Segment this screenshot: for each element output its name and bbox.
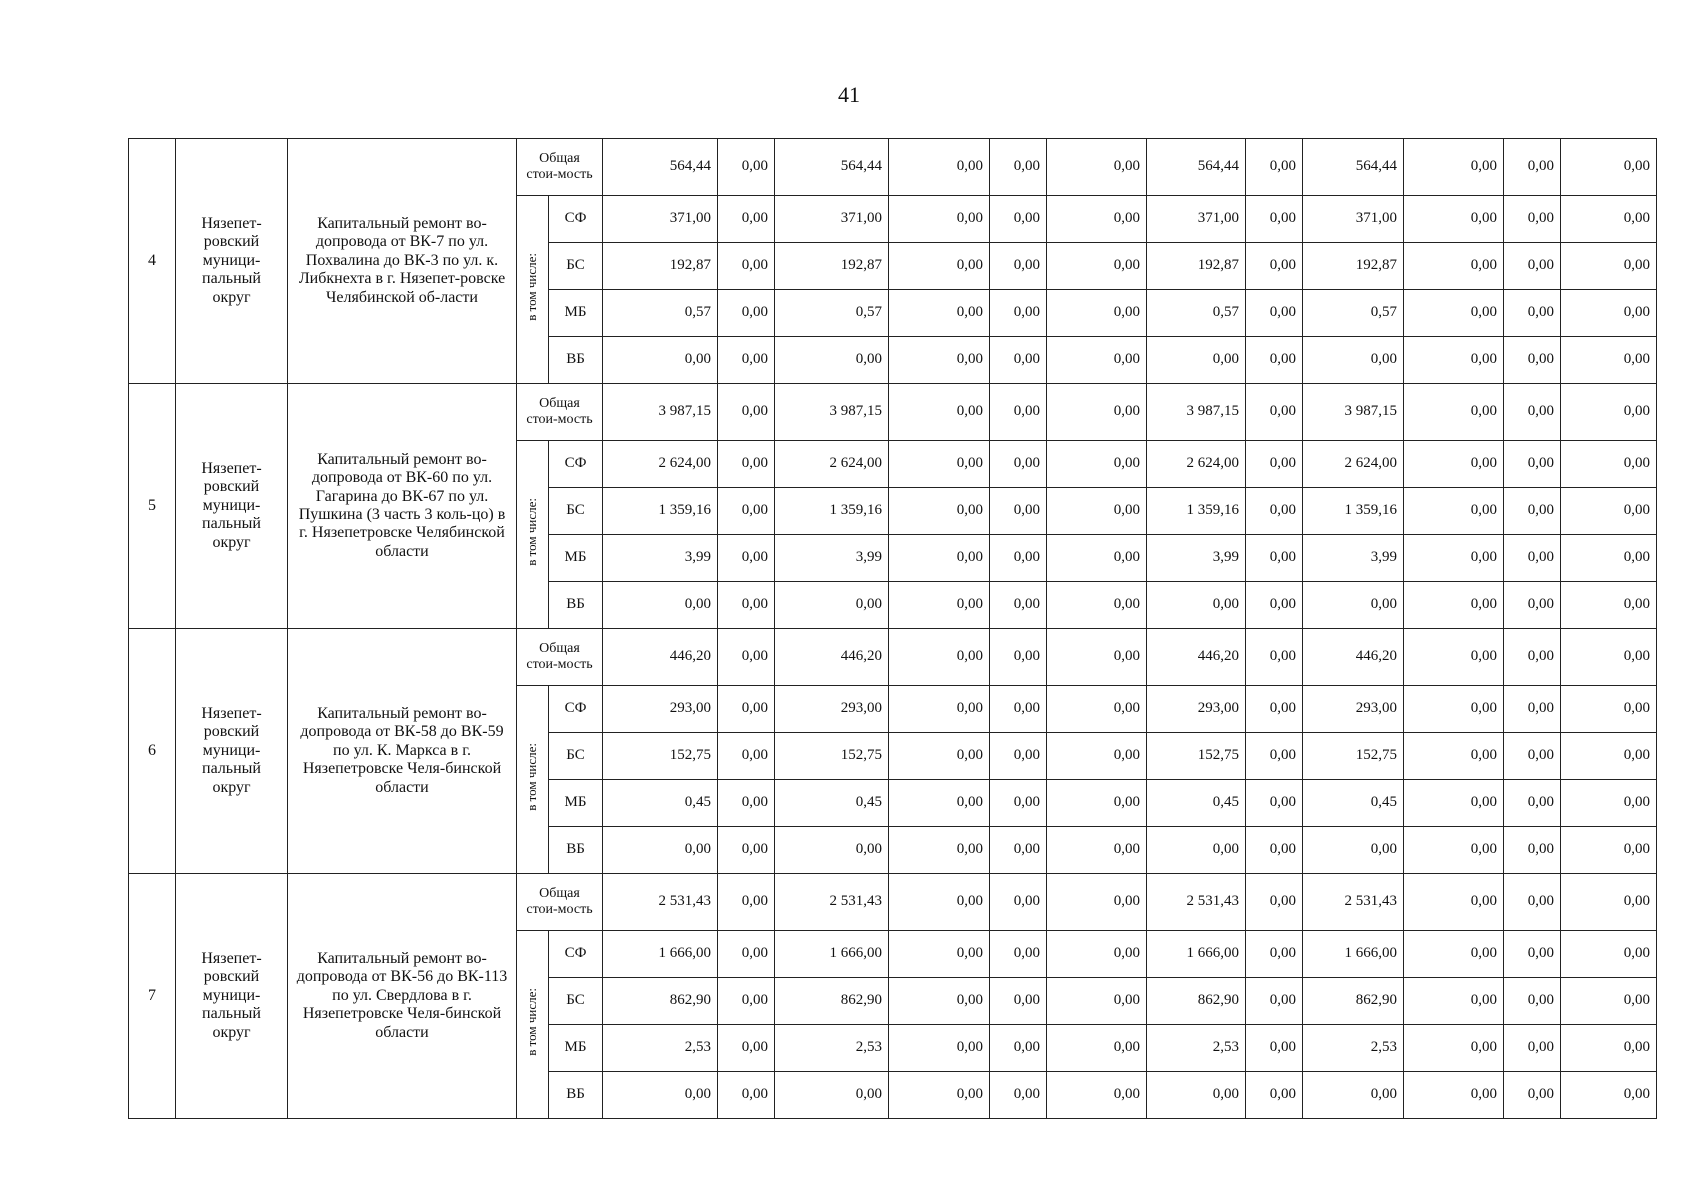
- value-cell: 0,00: [1404, 1072, 1504, 1119]
- value-cell: 293,00: [603, 686, 718, 733]
- value-cell: 3 987,15: [775, 384, 889, 441]
- funding-source-label: БС: [549, 243, 603, 290]
- value-cell: 2 624,00: [1303, 441, 1404, 488]
- value-cell: 0,00: [1504, 384, 1561, 441]
- value-cell: 0,00: [1561, 196, 1657, 243]
- total-cost-label: Общая стои-мость: [517, 384, 603, 441]
- value-cell: 0,00: [1504, 931, 1561, 978]
- value-cell: 0,00: [1404, 139, 1504, 196]
- value-cell: 1 359,16: [1147, 488, 1246, 535]
- value-cell: 3,99: [775, 535, 889, 582]
- value-cell: 0,00: [1047, 780, 1147, 827]
- value-cell: 564,44: [1147, 139, 1246, 196]
- value-cell: 0,00: [1561, 931, 1657, 978]
- value-cell: 0,00: [889, 1072, 990, 1119]
- value-cell: 0,00: [775, 827, 889, 874]
- value-cell: 0,00: [990, 827, 1047, 874]
- including-label-cell: [517, 931, 549, 1119]
- project-description: Капитальный ремонт во-допровода от ВК-7 по ул. Похвалина до ВК-3 по ул. к. Либкнехта в г. Нязепет-ровске Челябинской об-ласти: [288, 139, 517, 384]
- municipality-cell: Нязепет-ровский муници-пальный округ: [176, 139, 288, 384]
- value-cell: 0,00: [1246, 686, 1303, 733]
- value-cell: 0,00: [1561, 629, 1657, 686]
- value-cell: 371,00: [603, 196, 718, 243]
- value-cell: 0,00: [990, 441, 1047, 488]
- value-cell: 152,75: [603, 733, 718, 780]
- value-cell: 0,00: [603, 1072, 718, 1119]
- value-cell: 0,00: [1504, 733, 1561, 780]
- value-cell: 0,00: [1147, 827, 1246, 874]
- table-row-total: [129, 384, 1657, 441]
- funding-source-label: МБ: [549, 780, 603, 827]
- value-cell: 0,00: [1561, 874, 1657, 931]
- value-cell: 0,57: [1303, 290, 1404, 337]
- funding-source-label: БС: [549, 978, 603, 1025]
- project-description: Капитальный ремонт во-допровода от ВК-56 до ВК-113 по ул. Свердлова в г. Нязепетровске Челя-бинской области: [288, 874, 517, 1119]
- value-cell: 0,00: [1246, 1072, 1303, 1119]
- value-cell: 192,87: [1303, 243, 1404, 290]
- value-cell: 446,20: [775, 629, 889, 686]
- value-cell: 0,45: [603, 780, 718, 827]
- funding-source-label: ВБ: [549, 1072, 603, 1119]
- value-cell: 192,87: [1147, 243, 1246, 290]
- value-cell: 0,00: [990, 1025, 1047, 1072]
- funding-source-label: БС: [549, 488, 603, 535]
- value-cell: 0,00: [1504, 441, 1561, 488]
- value-cell: 0,00: [718, 139, 775, 196]
- value-cell: 0,45: [1303, 780, 1404, 827]
- value-cell: 0,00: [1246, 290, 1303, 337]
- value-cell: 0,00: [775, 337, 889, 384]
- value-cell: 0,00: [1246, 337, 1303, 384]
- row-index: 7: [129, 874, 176, 1119]
- value-cell: 0,00: [1047, 337, 1147, 384]
- value-cell: 3 987,15: [1303, 384, 1404, 441]
- value-cell: 0,00: [990, 629, 1047, 686]
- value-cell: 0,00: [1504, 139, 1561, 196]
- page-number: 41: [838, 82, 860, 107]
- value-cell: 0,00: [1404, 1025, 1504, 1072]
- value-cell: 152,75: [775, 733, 889, 780]
- value-cell: 0,00: [718, 874, 775, 931]
- funding-source-label: ВБ: [549, 337, 603, 384]
- value-cell: 0,00: [1504, 780, 1561, 827]
- value-cell: 0,00: [775, 582, 889, 629]
- value-cell: 293,00: [1303, 686, 1404, 733]
- value-cell: 0,00: [718, 827, 775, 874]
- value-cell: 0,00: [1404, 733, 1504, 780]
- value-cell: 2,53: [1303, 1025, 1404, 1072]
- value-cell: 0,00: [990, 243, 1047, 290]
- value-cell: 0,00: [889, 196, 990, 243]
- value-cell: 0,00: [1404, 337, 1504, 384]
- value-cell: 3,99: [1303, 535, 1404, 582]
- value-cell: 564,44: [775, 139, 889, 196]
- funding-source-label: МБ: [549, 535, 603, 582]
- value-cell: 0,00: [1504, 978, 1561, 1025]
- including-label-cell: [517, 441, 549, 629]
- value-cell: 0,00: [889, 931, 990, 978]
- value-cell: 0,00: [990, 874, 1047, 931]
- value-cell: 1 666,00: [1303, 931, 1404, 978]
- value-cell: 0,00: [1246, 196, 1303, 243]
- value-cell: 0,00: [889, 243, 990, 290]
- value-cell: 1 359,16: [603, 488, 718, 535]
- value-cell: 0,00: [1561, 290, 1657, 337]
- value-cell: 0,00: [889, 978, 990, 1025]
- value-cell: 0,00: [603, 337, 718, 384]
- value-cell: 0,00: [603, 827, 718, 874]
- value-cell: 2 624,00: [1147, 441, 1246, 488]
- total-cost-label: Общая стои-мость: [517, 874, 603, 931]
- value-cell: 1 359,16: [775, 488, 889, 535]
- value-cell: 862,90: [1303, 978, 1404, 1025]
- value-cell: 0,00: [1561, 582, 1657, 629]
- table-row-total: [129, 629, 1657, 686]
- including-label: в том числе:: [524, 987, 540, 1056]
- value-cell: 0,00: [1561, 488, 1657, 535]
- value-cell: 1 359,16: [1303, 488, 1404, 535]
- value-cell: 0,00: [1504, 629, 1561, 686]
- value-cell: 0,00: [1047, 384, 1147, 441]
- value-cell: 0,00: [1246, 243, 1303, 290]
- value-cell: 0,00: [1047, 196, 1147, 243]
- value-cell: 0,00: [1561, 535, 1657, 582]
- value-cell: 0,00: [1303, 337, 1404, 384]
- table-row-total: [129, 874, 1657, 931]
- value-cell: 0,00: [1504, 290, 1561, 337]
- funding-source-label: СФ: [549, 931, 603, 978]
- value-cell: 0,00: [1561, 441, 1657, 488]
- value-cell: 3,99: [603, 535, 718, 582]
- value-cell: 0,00: [718, 1072, 775, 1119]
- value-cell: 0,00: [889, 1025, 990, 1072]
- value-cell: 862,90: [603, 978, 718, 1025]
- value-cell: 3 987,15: [1147, 384, 1246, 441]
- value-cell: 2,53: [775, 1025, 889, 1072]
- value-cell: 0,00: [718, 384, 775, 441]
- value-cell: 0,00: [775, 1072, 889, 1119]
- value-cell: 0,00: [1504, 582, 1561, 629]
- value-cell: 0,00: [718, 733, 775, 780]
- value-cell: 0,00: [1047, 827, 1147, 874]
- value-cell: 2 531,43: [603, 874, 718, 931]
- value-cell: 2 531,43: [775, 874, 889, 931]
- value-cell: 0,00: [1047, 290, 1147, 337]
- value-cell: 0,00: [990, 337, 1047, 384]
- value-cell: 2 531,43: [1147, 874, 1246, 931]
- value-cell: 0,00: [990, 582, 1047, 629]
- value-cell: 0,00: [718, 535, 775, 582]
- value-cell: 0,00: [1561, 780, 1657, 827]
- value-cell: 0,00: [603, 582, 718, 629]
- value-cell: 0,00: [1147, 582, 1246, 629]
- value-cell: 0,00: [990, 1072, 1047, 1119]
- value-cell: 0,00: [1561, 827, 1657, 874]
- including-label: в том числе:: [524, 742, 540, 811]
- value-cell: 0,00: [718, 488, 775, 535]
- table-row-total: [129, 139, 1657, 196]
- value-cell: 0,00: [1404, 827, 1504, 874]
- value-cell: 0,00: [718, 337, 775, 384]
- value-cell: 0,00: [990, 686, 1047, 733]
- value-cell: 446,20: [603, 629, 718, 686]
- value-cell: 0,00: [1246, 441, 1303, 488]
- funding-source-label: МБ: [549, 1025, 603, 1072]
- value-cell: 0,00: [1404, 874, 1504, 931]
- value-cell: 0,00: [1047, 441, 1147, 488]
- value-cell: 0,00: [990, 733, 1047, 780]
- value-cell: 293,00: [1147, 686, 1246, 733]
- value-cell: 0,00: [1246, 874, 1303, 931]
- value-cell: 192,87: [775, 243, 889, 290]
- value-cell: 371,00: [1303, 196, 1404, 243]
- value-cell: 192,87: [603, 243, 718, 290]
- value-cell: 0,00: [1404, 488, 1504, 535]
- value-cell: 0,00: [1246, 139, 1303, 196]
- value-cell: 0,00: [1246, 535, 1303, 582]
- value-cell: 0,00: [990, 780, 1047, 827]
- value-cell: 0,00: [1047, 139, 1147, 196]
- value-cell: 0,00: [1246, 384, 1303, 441]
- value-cell: 0,00: [990, 535, 1047, 582]
- value-cell: 0,00: [1504, 874, 1561, 931]
- value-cell: 0,00: [1504, 243, 1561, 290]
- value-cell: 0,00: [718, 686, 775, 733]
- value-cell: 0,00: [718, 780, 775, 827]
- value-cell: 0,00: [1404, 290, 1504, 337]
- value-cell: 2 531,43: [1303, 874, 1404, 931]
- value-cell: 0,00: [718, 1025, 775, 1072]
- value-cell: 0,00: [1561, 139, 1657, 196]
- including-label: в том числе:: [524, 497, 540, 566]
- value-cell: 0,00: [1047, 582, 1147, 629]
- value-cell: 0,00: [718, 978, 775, 1025]
- value-cell: 1 666,00: [603, 931, 718, 978]
- value-cell: 0,00: [1303, 582, 1404, 629]
- value-cell: 564,44: [603, 139, 718, 196]
- value-cell: 0,00: [1404, 931, 1504, 978]
- value-cell: 0,45: [1147, 780, 1246, 827]
- value-cell: 0,00: [1246, 582, 1303, 629]
- value-cell: 371,00: [775, 196, 889, 243]
- value-cell: 0,00: [1404, 441, 1504, 488]
- funding-source-label: СФ: [549, 686, 603, 733]
- municipality-cell: Нязепет-ровский муници-пальный округ: [176, 629, 288, 874]
- value-cell: 0,00: [889, 337, 990, 384]
- value-cell: 0,00: [990, 139, 1047, 196]
- value-cell: 446,20: [1303, 629, 1404, 686]
- value-cell: 0,00: [1561, 243, 1657, 290]
- row-index: 4: [129, 139, 176, 384]
- total-cost-label: Общая стои-мость: [517, 629, 603, 686]
- value-cell: 0,00: [1404, 780, 1504, 827]
- value-cell: 0,00: [889, 441, 990, 488]
- value-cell: 862,90: [1147, 978, 1246, 1025]
- value-cell: 0,00: [889, 780, 990, 827]
- value-cell: 0,00: [889, 686, 990, 733]
- value-cell: 0,00: [1246, 827, 1303, 874]
- value-cell: 0,00: [1504, 1072, 1561, 1119]
- value-cell: 0,00: [1404, 384, 1504, 441]
- value-cell: 0,00: [1047, 978, 1147, 1025]
- value-cell: 0,45: [775, 780, 889, 827]
- value-cell: 0,00: [990, 384, 1047, 441]
- value-cell: 0,00: [1303, 1072, 1404, 1119]
- value-cell: 0,00: [718, 629, 775, 686]
- value-cell: 0,00: [1147, 337, 1246, 384]
- funding-source-label: ВБ: [549, 582, 603, 629]
- value-cell: 0,00: [889, 874, 990, 931]
- value-cell: 0,00: [718, 290, 775, 337]
- project-description: Капитальный ремонт во-допровода от ВК-60 по ул. Гагарина до ВК-67 по ул. Пушкина (3 часть 3 коль-цо) в г. Нязепетровске Челябинской области: [288, 384, 517, 629]
- value-cell: 1 666,00: [775, 931, 889, 978]
- value-cell: 0,00: [1246, 931, 1303, 978]
- value-cell: 2 624,00: [775, 441, 889, 488]
- value-cell: 564,44: [1303, 139, 1404, 196]
- value-cell: 0,00: [718, 196, 775, 243]
- value-cell: 0,00: [889, 384, 990, 441]
- value-cell: 0,00: [1561, 978, 1657, 1025]
- value-cell: 293,00: [775, 686, 889, 733]
- value-cell: 0,00: [1504, 686, 1561, 733]
- value-cell: 0,00: [1504, 488, 1561, 535]
- value-cell: 371,00: [1147, 196, 1246, 243]
- value-cell: 0,00: [1047, 931, 1147, 978]
- value-cell: 0,00: [1404, 978, 1504, 1025]
- value-cell: 0,00: [990, 290, 1047, 337]
- value-cell: 0,00: [1303, 827, 1404, 874]
- total-cost-label: Общая стои-мость: [517, 139, 603, 196]
- value-cell: 1 666,00: [1147, 931, 1246, 978]
- value-cell: 0,00: [1047, 686, 1147, 733]
- value-cell: 0,00: [1246, 978, 1303, 1025]
- value-cell: 0,00: [1404, 243, 1504, 290]
- value-cell: 0,00: [1047, 874, 1147, 931]
- value-cell: 0,00: [1404, 582, 1504, 629]
- value-cell: 0,00: [889, 629, 990, 686]
- value-cell: 0,00: [1047, 535, 1147, 582]
- value-cell: 2,53: [1147, 1025, 1246, 1072]
- value-cell: 0,00: [889, 139, 990, 196]
- including-label-cell: [517, 686, 549, 874]
- value-cell: 0,00: [1047, 629, 1147, 686]
- value-cell: 0,00: [1561, 1025, 1657, 1072]
- value-cell: 0,00: [718, 441, 775, 488]
- value-cell: 0,00: [1561, 337, 1657, 384]
- value-cell: 0,00: [718, 243, 775, 290]
- value-cell: 0,00: [1504, 827, 1561, 874]
- value-cell: 862,90: [775, 978, 889, 1025]
- including-label: в том числе:: [524, 252, 540, 321]
- funding-source-label: СФ: [549, 441, 603, 488]
- including-label-cell: [517, 196, 549, 384]
- value-cell: 446,20: [1147, 629, 1246, 686]
- value-cell: 2 624,00: [603, 441, 718, 488]
- value-cell: 3 987,15: [603, 384, 718, 441]
- value-cell: 2,53: [603, 1025, 718, 1072]
- value-cell: 0,00: [718, 582, 775, 629]
- value-cell: 0,00: [1246, 488, 1303, 535]
- municipality-cell: Нязепет-ровский муници-пальный округ: [176, 384, 288, 629]
- value-cell: 0,00: [1404, 629, 1504, 686]
- value-cell: 0,00: [889, 733, 990, 780]
- funding-source-label: БС: [549, 733, 603, 780]
- value-cell: 0,57: [775, 290, 889, 337]
- value-cell: 0,00: [1561, 733, 1657, 780]
- row-index: 5: [129, 384, 176, 629]
- value-cell: 0,00: [1504, 196, 1561, 243]
- value-cell: 0,00: [718, 931, 775, 978]
- municipality-cell: Нязепет-ровский муници-пальный округ: [176, 874, 288, 1119]
- value-cell: 0,00: [1404, 196, 1504, 243]
- value-cell: 0,00: [1047, 1025, 1147, 1072]
- value-cell: 0,00: [990, 931, 1047, 978]
- value-cell: 0,00: [990, 978, 1047, 1025]
- value-cell: 3,99: [1147, 535, 1246, 582]
- value-cell: 0,00: [990, 196, 1047, 243]
- value-cell: 0,00: [1504, 337, 1561, 384]
- value-cell: 0,00: [1246, 780, 1303, 827]
- funding-source-label: МБ: [549, 290, 603, 337]
- value-cell: 0,00: [889, 582, 990, 629]
- value-cell: 0,00: [1561, 686, 1657, 733]
- value-cell: 0,00: [990, 488, 1047, 535]
- value-cell: 0,00: [889, 827, 990, 874]
- value-cell: 0,00: [889, 488, 990, 535]
- value-cell: 0,00: [889, 535, 990, 582]
- value-cell: 0,00: [1504, 535, 1561, 582]
- budget-table: [128, 138, 1657, 1119]
- value-cell: 0,57: [1147, 290, 1246, 337]
- value-cell: 152,75: [1303, 733, 1404, 780]
- value-cell: 0,00: [1504, 1025, 1561, 1072]
- value-cell: 0,00: [1561, 1072, 1657, 1119]
- value-cell: 0,00: [1047, 1072, 1147, 1119]
- value-cell: 0,00: [1246, 629, 1303, 686]
- value-cell: 0,00: [1404, 535, 1504, 582]
- value-cell: 0,00: [889, 290, 990, 337]
- value-cell: 0,00: [1047, 243, 1147, 290]
- value-cell: 0,00: [1047, 488, 1147, 535]
- funding-source-label: СФ: [549, 196, 603, 243]
- row-index: 6: [129, 629, 176, 874]
- funding-source-label: ВБ: [549, 827, 603, 874]
- value-cell: 152,75: [1147, 733, 1246, 780]
- value-cell: 0,00: [1561, 384, 1657, 441]
- value-cell: 0,00: [1047, 733, 1147, 780]
- value-cell: 0,00: [1246, 1025, 1303, 1072]
- value-cell: 0,00: [1404, 686, 1504, 733]
- value-cell: 0,57: [603, 290, 718, 337]
- project-description: Капитальный ремонт во-допровода от ВК-58 до ВК-59 по ул. К. Маркса в г. Нязепетровске Челя-бинской области: [288, 629, 517, 874]
- value-cell: 0,00: [1246, 733, 1303, 780]
- value-cell: 0,00: [1147, 1072, 1246, 1119]
